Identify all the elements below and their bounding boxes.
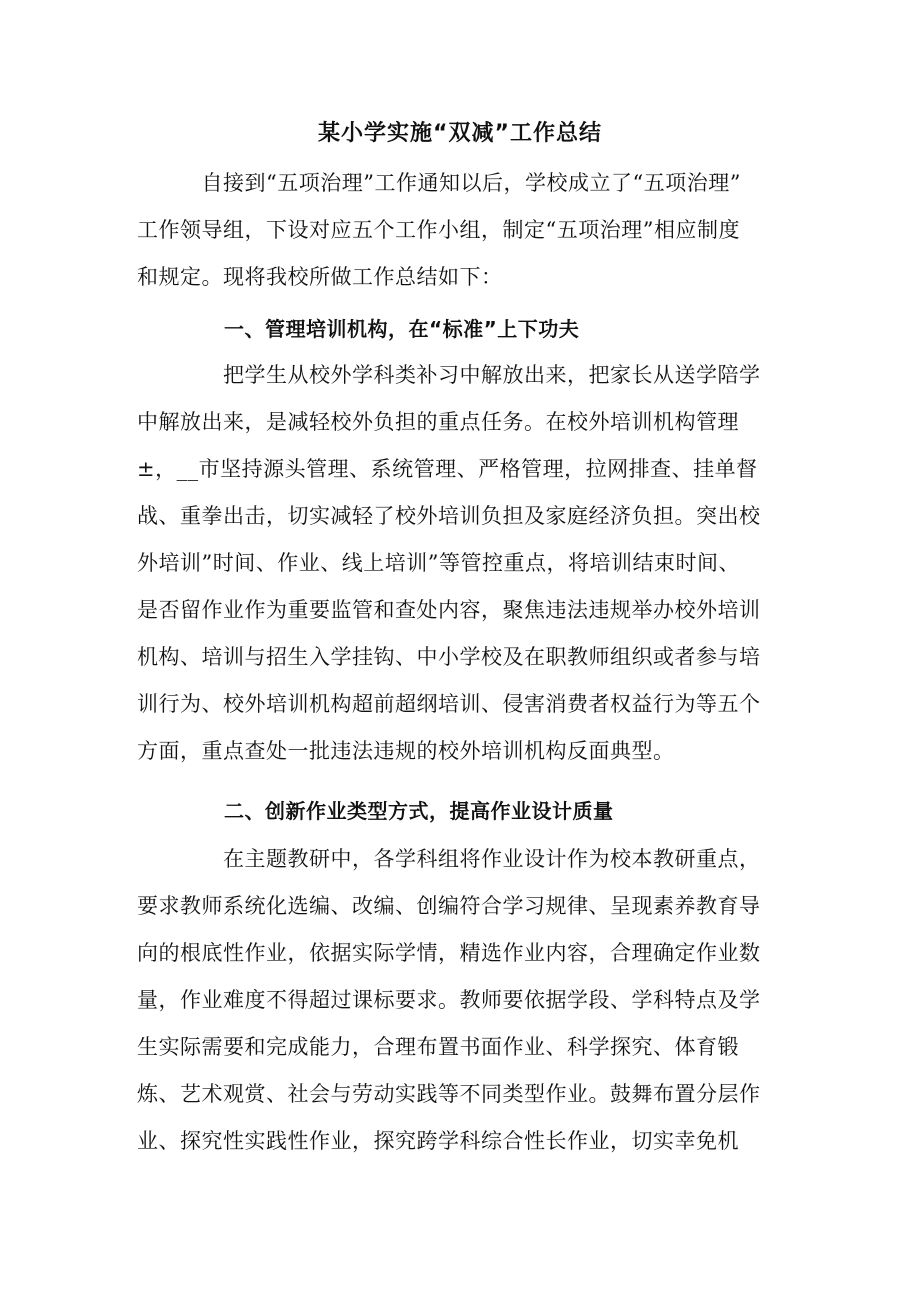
section-2-line: 向的根底性作业，依据实际学情，精选作业内容，合理确定作业数 — [137, 941, 761, 965]
section-2-line: 量，作业难度不得超过课标要求。教师要依据学段、学科特点及学 — [137, 988, 761, 1012]
document-title: 某小学实施“双减”工作总结 — [318, 121, 602, 146]
section-2-line: 生实际需要和完成能力，合理布置书面作业、科学探究、体育锻 — [137, 1035, 739, 1059]
section-2-line: 要求教师系统化选编、改编、创编符合学习规律、呈现素养教育导 — [137, 894, 761, 918]
section-2-line: 炼、艺术观赏、社会与劳动实践等不同类型作业。鼓舞布置分层作 — [137, 1082, 761, 1106]
intro-paragraph — [137, 160, 777, 301]
section-1-line: 机构、培训与招生入学挂钩、中小学校及在职教师组织或者参与培 — [137, 645, 761, 669]
section-1-line: 把学生从校外学科类补习中解放出来，把家长从送学陪学 — [137, 363, 761, 387]
section-2-line: 业、探究性实践性作业，探究跨学科综合性长作业，切实幸免机 — [137, 1129, 739, 1153]
section-2-paragraph — [137, 836, 777, 1165]
intro-line: 自接到“五项治理”工作通知以后，学校成立了“五项治理” — [137, 171, 741, 195]
section-1-line: ±，__市坚持源头管理、系统管理、严格管理，拉网排查、挂单督 — [137, 457, 758, 481]
section-2-heading: 二、创新作业类型方式，提高作业设计质量 — [224, 799, 614, 823]
section-1-line: 外培训”时间、作业、线上培训”等管控重点，将培训结束时间、 — [137, 551, 740, 575]
section-1-line: 方面，重点查处一批违法违规的校外培训机构反面典型。 — [137, 739, 675, 763]
section-1-paragraph — [137, 352, 777, 775]
section-1-line: 训行为、校外培训机构超前超纲培训、侵害消费者权益行为等五个 — [137, 692, 761, 716]
section-1-line: 中解放出来，是减轻校外负担的重点任务。在校外培训机构管理 — [137, 410, 739, 434]
section-1-heading: 一、管理培训机构，在“标准”上下功夫 — [224, 317, 580, 341]
section-2-line: 在主题教研中，各学科组将作业设计作为校本教研重点， — [137, 847, 761, 871]
section-1-line: 是否留作业作为重要监管和查处内容，聚焦违法违规举办校外培训 — [137, 598, 761, 622]
intro-line: 和规定。现将我校所做工作总结如下： — [137, 265, 503, 289]
section-1-line: 战、重拳出击，切实减轻了校外培训负担及家庭经济负担。突出校 — [137, 504, 761, 528]
intro-line: 工作领导组，下设对应五个工作小组，制定“五项治理”相应制度 — [137, 218, 740, 242]
